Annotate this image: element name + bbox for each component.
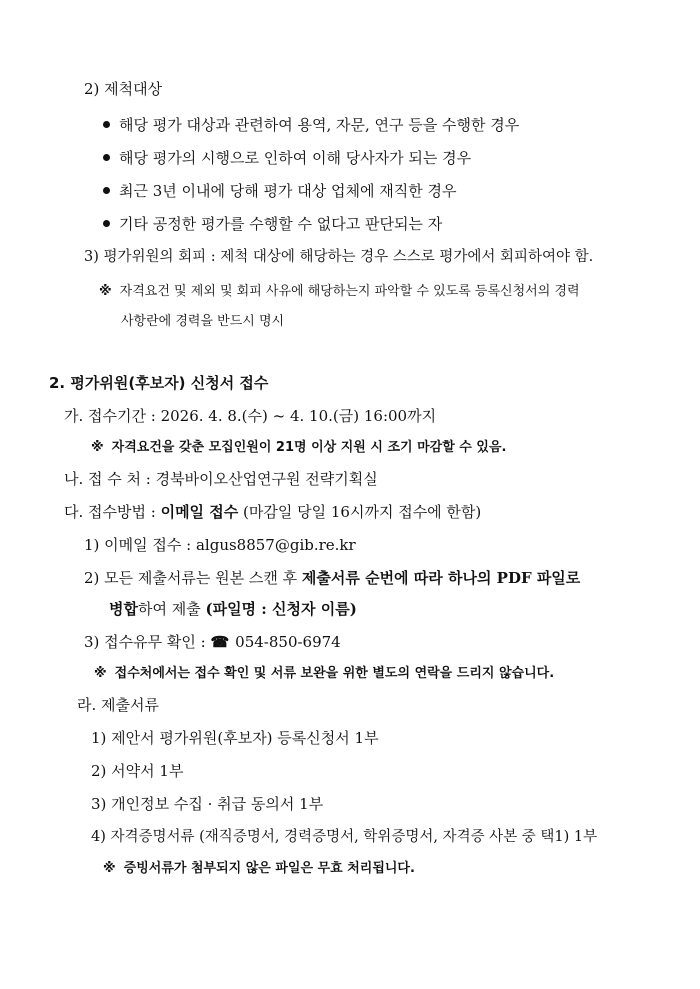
- submission-rule-continued: [109, 599, 357, 619]
- bullet-dot-icon: [103, 154, 110, 161]
- document-item: 4) 자격증명서류 (재직증명서, 경력증명서, 학위증명서, 자격증 사본 중 택1) 1부: [91, 829, 598, 845]
- document-item: 1) 제안서 평가위원(후보자) 등록신청서 1부: [91, 729, 379, 747]
- documents-heading: 라. 제출서류: [77, 696, 159, 714]
- note-mark: ※: [94, 666, 107, 681]
- note-line: [103, 859, 415, 879]
- confirm-label: 3) 접수유무 확인 :: [84, 633, 211, 651]
- phone-number: 054-850-6974: [235, 633, 341, 651]
- bullet-text: 최근 3년 이내에 당해 평가 대상 업체에 재직한 경우: [119, 182, 457, 200]
- submission-rule: [84, 568, 580, 588]
- bullet-item: [103, 148, 471, 168]
- bullet-item: [103, 181, 457, 201]
- note-mark: ※: [99, 284, 112, 299]
- bullet-text: 기타 공정한 평가를 수행할 수 없다고 판단되는 자: [119, 215, 443, 233]
- receipt-period: 가. 접수기간 : 2026. 4. 8.(수) ~ 4. 10.(금) 16:00까지: [64, 407, 437, 425]
- method-label: 다. 접수방법 :: [64, 503, 161, 521]
- bullet-dot-icon: [103, 220, 110, 227]
- phone-icon: ☎: [210, 633, 230, 651]
- note-line: [91, 438, 506, 458]
- rule-text: 2) 모든 제출서류는 원본 스캔 후: [84, 569, 302, 587]
- bullet-dot-icon: [103, 121, 110, 128]
- receipt-office: 나. 접 수 처 : 경북바이오산업연구원 전략기획실: [64, 470, 378, 488]
- method-note: (마감일 당일 16시까지 접수에 한함): [238, 503, 482, 521]
- bullet-item: [103, 115, 519, 135]
- confirm-line: [84, 632, 341, 652]
- bullet-item: [103, 214, 442, 234]
- note-line: [99, 282, 580, 302]
- document-item: 2) 서약서 1부: [91, 762, 184, 780]
- filename-rule: (파일명 : 신청자 이름): [205, 600, 357, 618]
- bullet-text: 해당 평가 대상과 관련하여 용역, 자문, 연구 등을 수행한 경우: [119, 116, 520, 134]
- note-line: [94, 664, 554, 684]
- bullet-dot-icon: [103, 187, 110, 194]
- exclusion-heading: 2) 제척대상: [84, 80, 163, 98]
- note-text: 자격요건 및 제외 및 회피 사유에 해당하는지 파악할 수 있도록 등록신청서의 경력: [119, 284, 580, 299]
- bullet-text: 해당 평가의 시행으로 인하여 이해 당사자가 되는 경우: [119, 149, 472, 167]
- rule-text: 하여 제출: [137, 600, 206, 618]
- note-text: 자격요건을 갖춘 모집인원이 21명 이상 지원 시 조기 마감할 수 있음.: [111, 440, 507, 455]
- document-item: 3) 개인정보 수집 · 취급 동의서 1부: [91, 795, 324, 813]
- receipt-method: [64, 502, 481, 522]
- section-title: 2. 평가위원(후보자) 신청서 접수: [49, 374, 269, 392]
- note-text: 증빙서류가 첨부되지 않은 파일은 무효 처리됩니다.: [123, 861, 415, 876]
- note-mark: ※: [91, 440, 104, 455]
- method-value: 이메일 접수: [160, 503, 239, 521]
- note-text: 접수처에서는 접수 확인 및 서류 보완을 위한 별도의 연락을 드리지 않습니다.: [114, 666, 555, 681]
- email-line: 1) 이메일 접수 : algus8857@gib.re.kr: [84, 536, 356, 554]
- rule-bold: 제출서류 순번에 따라 하나의 PDF 파일로: [301, 569, 581, 587]
- note-mark: ※: [103, 861, 116, 876]
- recusal-item: 3) 평가위원의 회피 : 제척 대상에 해당하는 경우 스스로 평가에서 회피하여야 함.: [84, 249, 594, 265]
- rule-bold: 병합: [109, 600, 138, 618]
- note-line-continued: 사항란에 경력을 반드시 명시: [121, 314, 285, 329]
